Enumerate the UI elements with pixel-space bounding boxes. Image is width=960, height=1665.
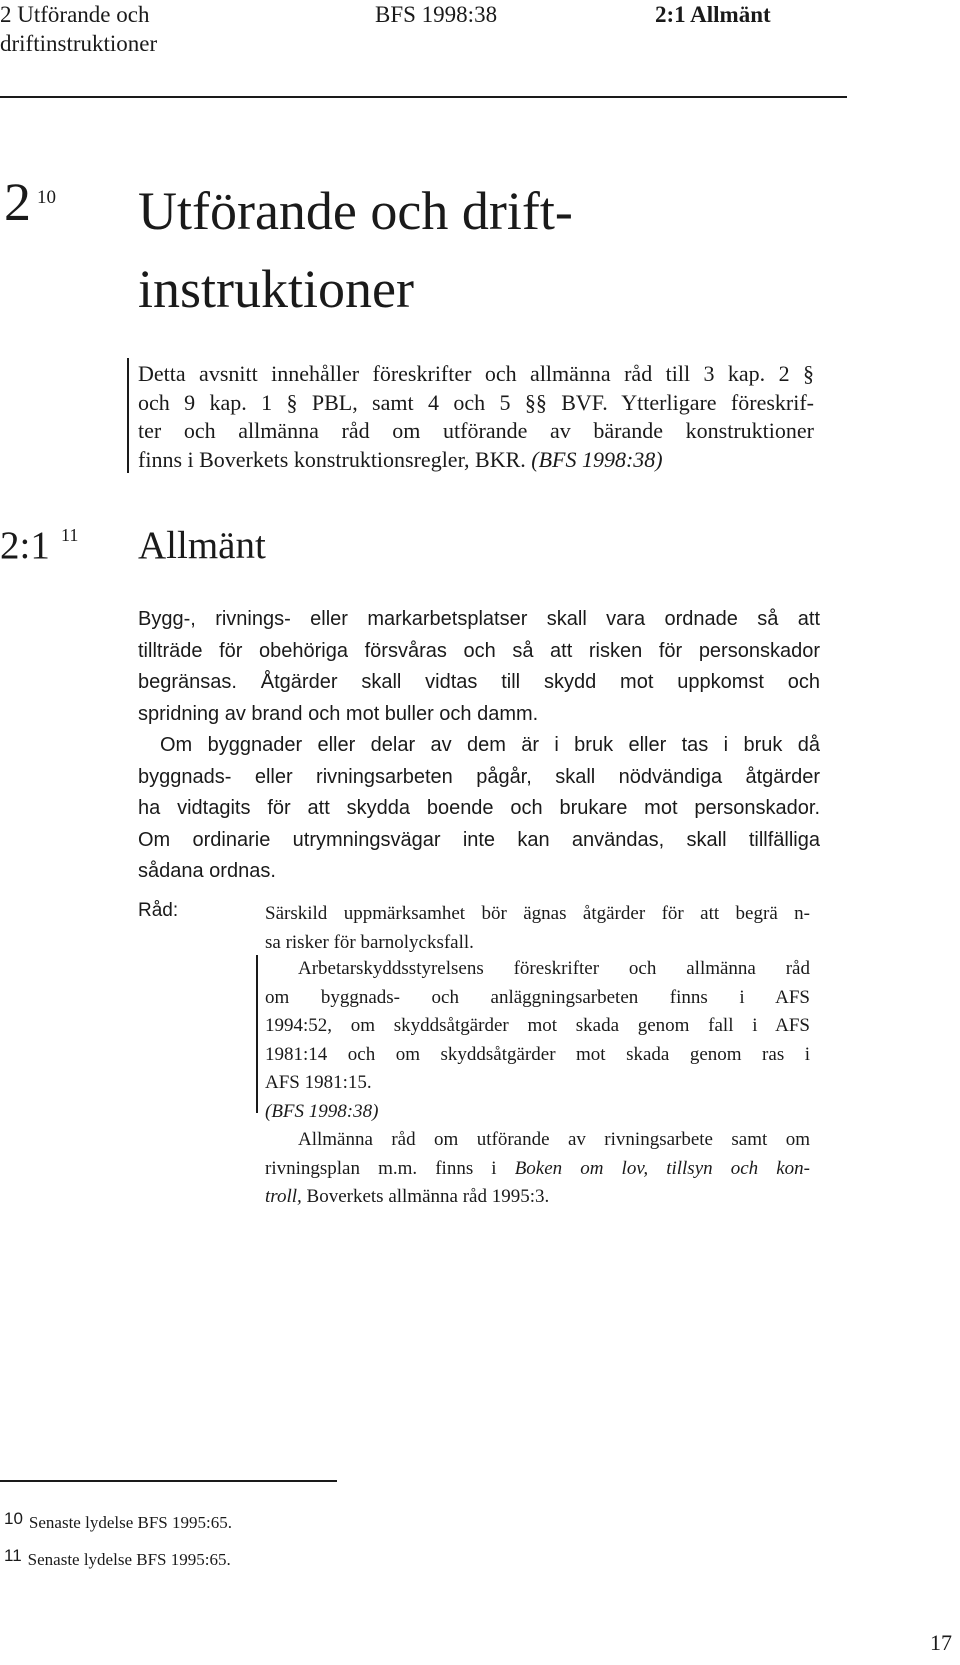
advice-line [265,1183,810,1212]
body-paragraph-2 [138,730,820,888]
intro-line: och 9 kap. 1 § PBL, samt 4 och 5 §§ BVF. Ytterligare föreskrif- [138,389,814,415]
footnote-text: Senaste lydelse BFS 1995:65. [28,1513,232,1532]
advice-line: 1981:14 och om skyddsåtgärder mot skada genom ras i [265,1043,810,1065]
advice-line: 1994:52, om skyddsåtgärder mot skada genom fall i AFS [265,1015,810,1036]
advice-line: Allmänna råd om utförande av rivningsarbete samt om [298,1129,810,1150]
advice-line: om byggnads- och anläggningsarbeten finns i AFS [265,986,810,1008]
chapter-title [138,172,573,328]
body-line: byggnads- eller rivningsarbeten pågår, skall nödvändiga åtgärder [138,765,820,788]
body-line: Om byggnader eller delar av dem är i bruk eller tas i bruk då [160,734,820,756]
advice-paragraph-1 [265,900,810,957]
body-line: tillträde för obehöriga försvåras och så att risken för personskador [138,639,820,662]
header-left-line1: 2 Utförande och [0,2,150,27]
intro-line-text: finns i Boverkets konstruktionsregler, BKR. [138,446,526,472]
advice-paragraph-3 [265,1126,810,1212]
intro-ref: (BFS 1998:38) [531,446,663,472]
change-bar [256,955,258,1113]
intro-line: ter och allmänna råd om utförande av bärande konstruktioner [138,418,814,443]
body-line: sådana ordnas. [138,860,276,882]
body-line: ha vidtagits för att skydda boende och brukare mot personskador. [138,797,820,819]
advice-line: Arbetarskyddsstyrelsens föreskrifter och allmänna råd [298,958,810,979]
advice-line: sa risker för barnolycksfall. [265,931,474,953]
footnote-rule [0,1480,337,1482]
intro-line [138,446,814,475]
advice-ref: (BFS 1998:38) [265,1100,379,1122]
chapter-title-line2: instruktioner [138,259,414,319]
intro-paragraph [138,360,814,474]
header-rule [0,96,847,98]
book-title: Boken om lov, tillsyn och kon- [514,1157,811,1179]
body-line: spridning av brand och mot buller och damm. [138,702,539,725]
section-title: Allmänt [138,524,266,567]
body-line: Bygg-, rivnings- eller markarbetsplatser skall vara ordnade så att [138,608,820,630]
body-paragraph-1 [138,604,820,730]
section-number: 2:1 [0,524,50,567]
body-line: begränsas. Åtgärder skall vidtas till skydd mot uppkomst och [138,671,820,693]
advice-line: Särskild uppmärksamhet bör ägnas åtgärder för att begrä n- [265,903,810,924]
advice-label: Råd: [138,900,179,921]
running-header-center: BFS 1998:38 [375,2,498,27]
chapter-title-line1: Utförande och drift- [138,181,573,241]
footnote-text: Senaste lydelse BFS 1995:65. [27,1550,231,1569]
running-header-right: 2:1 Allmänt [655,2,771,27]
chapter-number: 2 [4,172,31,232]
advice-paragraph-2 [265,955,810,1126]
section-footnote-ref: 11 [61,525,79,545]
running-header-left [0,0,157,58]
footnote-number: 10 [4,1509,23,1528]
intro-line: Detta avsnitt innehåller föreskrifter och allmänna råd till 3 kap. 2 § [138,361,814,386]
book-title: troll, [265,1186,302,1207]
change-bar [127,358,129,473]
advice-line [265,1155,810,1184]
advice-text: rivningsplan m.m. finns i [265,1157,497,1179]
footnote [4,1508,232,1534]
body-line: Om ordinarie utrymningsvägar inte kan användas, skall tillfälliga [138,828,820,851]
advice-text: Boverkets allmänna råd 1995:3. [306,1186,550,1207]
advice-line: AFS 1981:15. [265,1072,372,1093]
footnote-number: 11 [4,1546,22,1565]
page-number: 17 [930,1630,952,1655]
footnote [4,1545,231,1571]
header-left-line2: driftinstruktioner [0,31,158,56]
chapter-footnote-ref: 10 [37,187,56,208]
